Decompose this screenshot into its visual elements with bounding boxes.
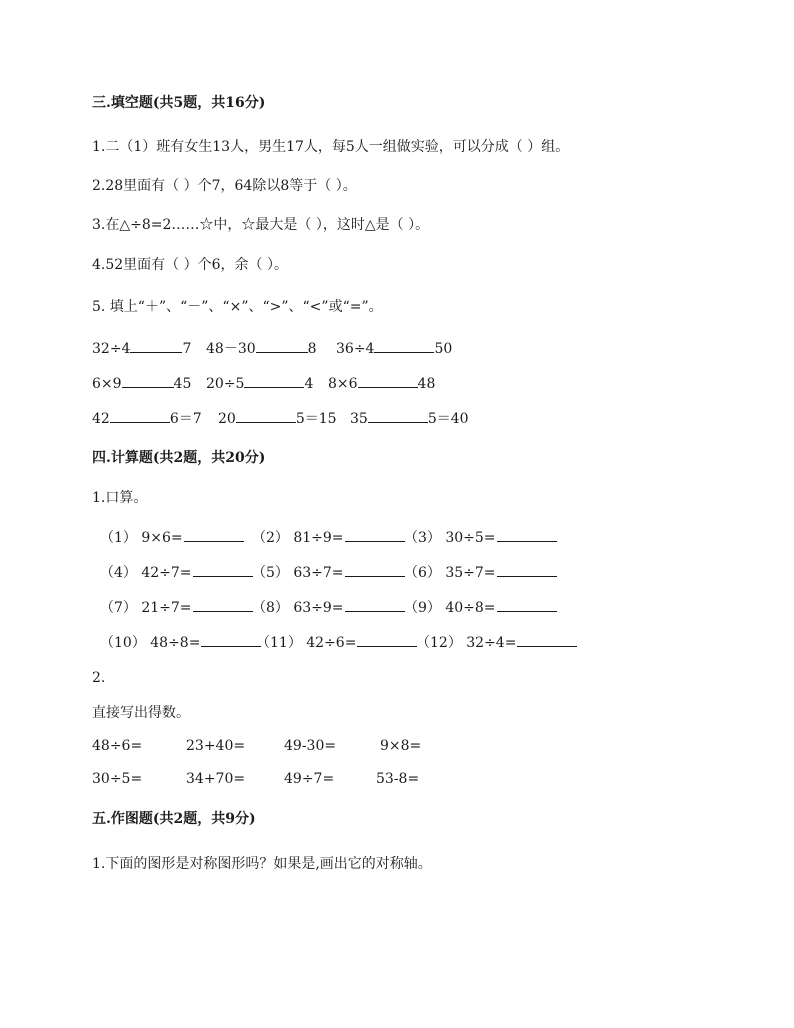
answer-blank[interactable] — [368, 408, 428, 423]
compare-item — [206, 338, 317, 358]
oral-item — [100, 562, 253, 582]
direct-item: 48÷6= — [92, 738, 143, 754]
section4-heading: 四.计算题(共2题，共20分) — [92, 450, 266, 466]
answer-blank[interactable] — [122, 373, 174, 388]
compare-item — [92, 338, 191, 358]
answer-blank[interactable] — [374, 338, 434, 353]
oral-expression: （10） 48÷8= — [100, 635, 201, 651]
answer-blank[interactable] — [201, 632, 261, 647]
oral-expression: （8） 63÷9= — [252, 600, 344, 616]
compare-right: 8 — [307, 341, 317, 357]
compare-item — [218, 408, 337, 428]
answer-blank[interactable] — [193, 597, 253, 612]
direct-item: 49-30= — [284, 738, 337, 754]
compare-left: 35 — [350, 411, 368, 427]
answer-blank[interactable] — [193, 562, 253, 577]
compare-right: 50 — [434, 341, 453, 357]
compare-right: 48 — [417, 376, 436, 392]
compare-left: 48－30 — [206, 341, 256, 357]
answer-blank[interactable] — [357, 632, 417, 647]
compare-left: 20÷5 — [206, 376, 245, 392]
answer-blank[interactable] — [345, 562, 405, 577]
direct-item: 9×8= — [380, 738, 422, 754]
compare-left: 20 — [218, 411, 236, 427]
compare-right: 45 — [173, 376, 192, 392]
direct-item: 49÷7= — [284, 771, 335, 787]
compare-right: 7 — [182, 341, 192, 357]
oral-expression: （1） 9×6= — [100, 530, 183, 546]
compare-left: 36÷4 — [336, 341, 375, 357]
direct-item: 23+40= — [186, 738, 246, 754]
oral-expression: （7） 21÷7= — [100, 600, 192, 616]
oral-expression: （11） 42÷6= — [256, 635, 357, 651]
answer-blank[interactable] — [345, 527, 405, 542]
answer-blank[interactable] — [130, 338, 182, 353]
section3-heading: 三.填空题(共5题，共16分) — [92, 95, 266, 111]
fill-question-2: 2.28里面有（ ）个7，64除以8等于（ ）。 — [92, 178, 357, 194]
compare-right: 4 — [304, 376, 314, 392]
answer-blank[interactable] — [256, 338, 308, 353]
oral-expression: （2） 81÷9= — [252, 530, 344, 546]
oral-item — [404, 527, 557, 547]
oral-expression: （3） 30÷5= — [404, 530, 496, 546]
oral-item — [416, 632, 577, 652]
answer-blank[interactable] — [110, 408, 170, 423]
oral-item — [100, 632, 261, 652]
direct-item: 34+70= — [186, 771, 246, 787]
compare-right: 5＝40 — [427, 411, 469, 427]
calc-question-2-number: 2. — [92, 670, 106, 686]
answer-blank[interactable] — [236, 408, 296, 423]
fill-question-5: 5. 填上“＋”、“－”、“×”、“>”、“<”或“=”。 — [92, 299, 383, 315]
compare-left: 6×9 — [92, 376, 122, 392]
oral-expression: （12） 32÷4= — [416, 635, 517, 651]
compare-left: 42 — [92, 411, 110, 427]
answer-blank[interactable] — [358, 373, 418, 388]
compare-item — [92, 373, 191, 393]
compare-item — [328, 373, 435, 393]
fill-question-1: 1.二（1）班有女生13人，男生17人，每5人一组做实验，可以分成（ ）组。 — [92, 139, 570, 155]
answer-blank[interactable] — [184, 527, 244, 542]
compare-item — [206, 373, 313, 393]
answer-blank[interactable] — [497, 597, 557, 612]
answer-blank[interactable] — [497, 562, 557, 577]
oral-expression: （6） 35÷7= — [404, 565, 496, 581]
oral-item — [100, 597, 253, 617]
oral-expression: （5） 63÷7= — [252, 565, 344, 581]
oral-item — [404, 597, 557, 617]
oral-item — [404, 562, 557, 582]
drawing-question-1: 1.下面的图形是对称图形吗？如果是,画出它的对称轴。 — [92, 856, 432, 872]
calc-question-2-title: 直接写出得数。 — [92, 705, 190, 721]
calc-question-1-title: 1.口算。 — [92, 490, 148, 506]
answer-blank[interactable] — [517, 632, 577, 647]
compare-item — [92, 408, 202, 428]
compare-item — [350, 408, 469, 428]
compare-item — [336, 338, 452, 358]
compare-right: 6＝7 — [169, 411, 202, 427]
answer-blank[interactable] — [345, 597, 405, 612]
compare-left: 32÷4 — [92, 341, 131, 357]
section5-heading: 五.作图题(共2题，共9分) — [92, 811, 256, 827]
direct-item: 53-8= — [376, 771, 420, 787]
answer-blank[interactable] — [497, 527, 557, 542]
oral-expression: （4） 42÷7= — [100, 565, 192, 581]
compare-left: 8×6 — [328, 376, 358, 392]
oral-item — [100, 527, 244, 547]
compare-right: 5＝15 — [295, 411, 337, 427]
fill-question-3: 3.在△÷8=2……☆中，☆最大是（ ），这时△是（ ）。 — [92, 217, 430, 233]
answer-blank[interactable] — [244, 373, 304, 388]
fill-question-4: 4.52里面有（ ）个6，余（ ）。 — [92, 257, 288, 273]
oral-item — [256, 632, 417, 652]
oral-item — [252, 562, 405, 582]
oral-expression: （9） 40÷8= — [404, 600, 496, 616]
direct-item: 30÷5= — [92, 771, 143, 787]
oral-item — [252, 597, 405, 617]
oral-item — [252, 527, 405, 547]
